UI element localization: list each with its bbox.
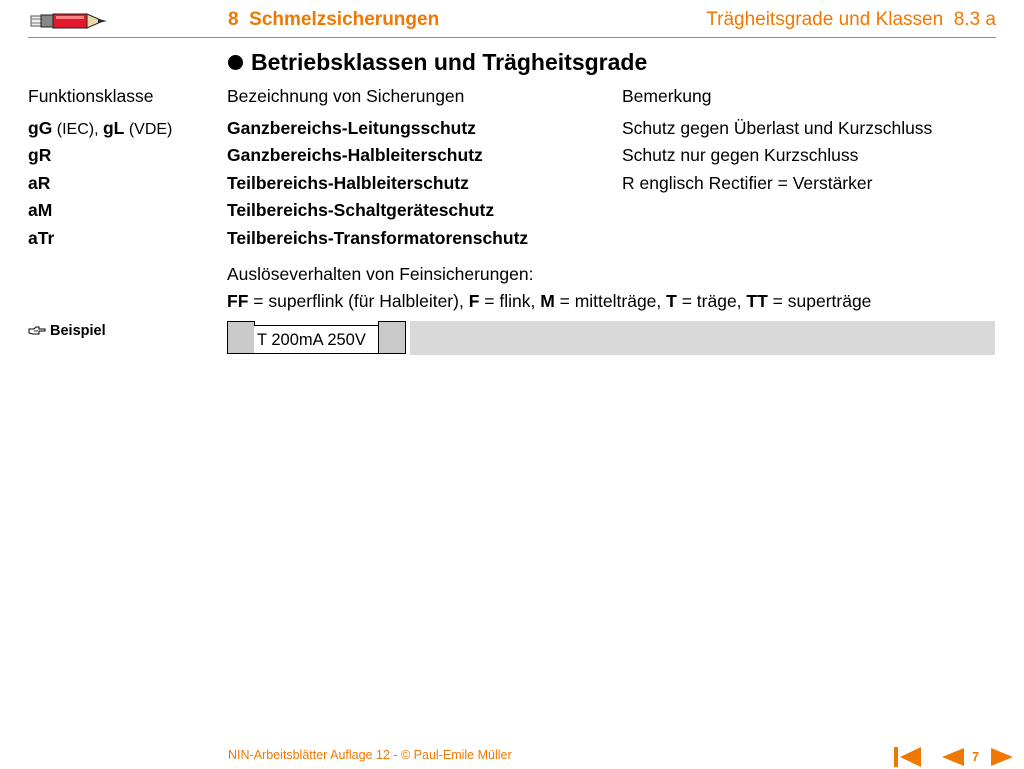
example-animation-panel — [410, 321, 995, 355]
first-page-icon[interactable] — [894, 745, 922, 769]
table-row-designation: Ganzbereichs-Leitungsschutz — [227, 118, 476, 138]
next-page-icon[interactable] — [990, 745, 1014, 769]
fuse-cap-right — [378, 321, 406, 354]
column-header-class: Funktionsklasse — [28, 86, 154, 106]
table-row-remark: R englisch Rectifier = Verstärker — [622, 173, 873, 193]
fuse-body — [254, 325, 378, 354]
page-number: 7 — [972, 750, 979, 764]
fuse-illustration — [227, 321, 406, 354]
table-row-class: gR — [28, 145, 52, 165]
header-divider — [28, 37, 996, 38]
red-pen-logo-icon — [28, 8, 110, 34]
previous-page-icon[interactable] — [941, 745, 965, 769]
table-row-class: gG (IEC), gL (VDE) — [28, 118, 173, 138]
section-title: Trägheitsgrade und Klassen 8.3 a — [706, 9, 996, 30]
column-header-designation: Bezeichnung von Sicherungen — [227, 86, 465, 106]
notes-title: Auslöseverhalten von Feinsicherungen: — [227, 264, 534, 284]
chapter-title: 8 Schmelzsicherungen — [228, 9, 440, 30]
table-row-remark: Schutz nur gegen Kurzschluss — [622, 145, 859, 165]
footer-copyright: NIN-Arbeitsblätter Auflage 12 - © Paul-Emile Müller — [228, 748, 512, 762]
table-row-designation: Ganzbereichs-Halbleiterschutz — [227, 145, 483, 165]
table-row-designation: Teilbereichs-Schaltgeräteschutz — [227, 200, 495, 220]
table-row-class: aR — [28, 173, 51, 193]
table-row-designation: Teilbereichs-Halbleiterschutz — [227, 173, 469, 193]
filled-circle-icon — [228, 55, 243, 70]
table-row-class: aTr — [28, 228, 55, 248]
table-row-class: aM — [28, 200, 53, 220]
column-header-remark: Bemerkung — [622, 86, 712, 106]
fuse-label: T 200mA 250V — [257, 331, 366, 349]
section-heading: Betriebsklassen und Trägheitsgrade — [228, 49, 647, 76]
fuse-cap-left — [227, 321, 255, 354]
table-row-designation: Teilbereichs-Transformatorenschutz — [227, 228, 529, 248]
example-link[interactable]: Beispiel — [28, 323, 106, 339]
table-row-remark: Schutz gegen Überlast und Kurzschluss — [622, 118, 933, 138]
notes-line: FF = superflink (für Halbleiter), F = flink, M = mittelträge, T = träge, TT = superträge — [227, 291, 872, 311]
pointing-hand-icon — [28, 326, 46, 336]
